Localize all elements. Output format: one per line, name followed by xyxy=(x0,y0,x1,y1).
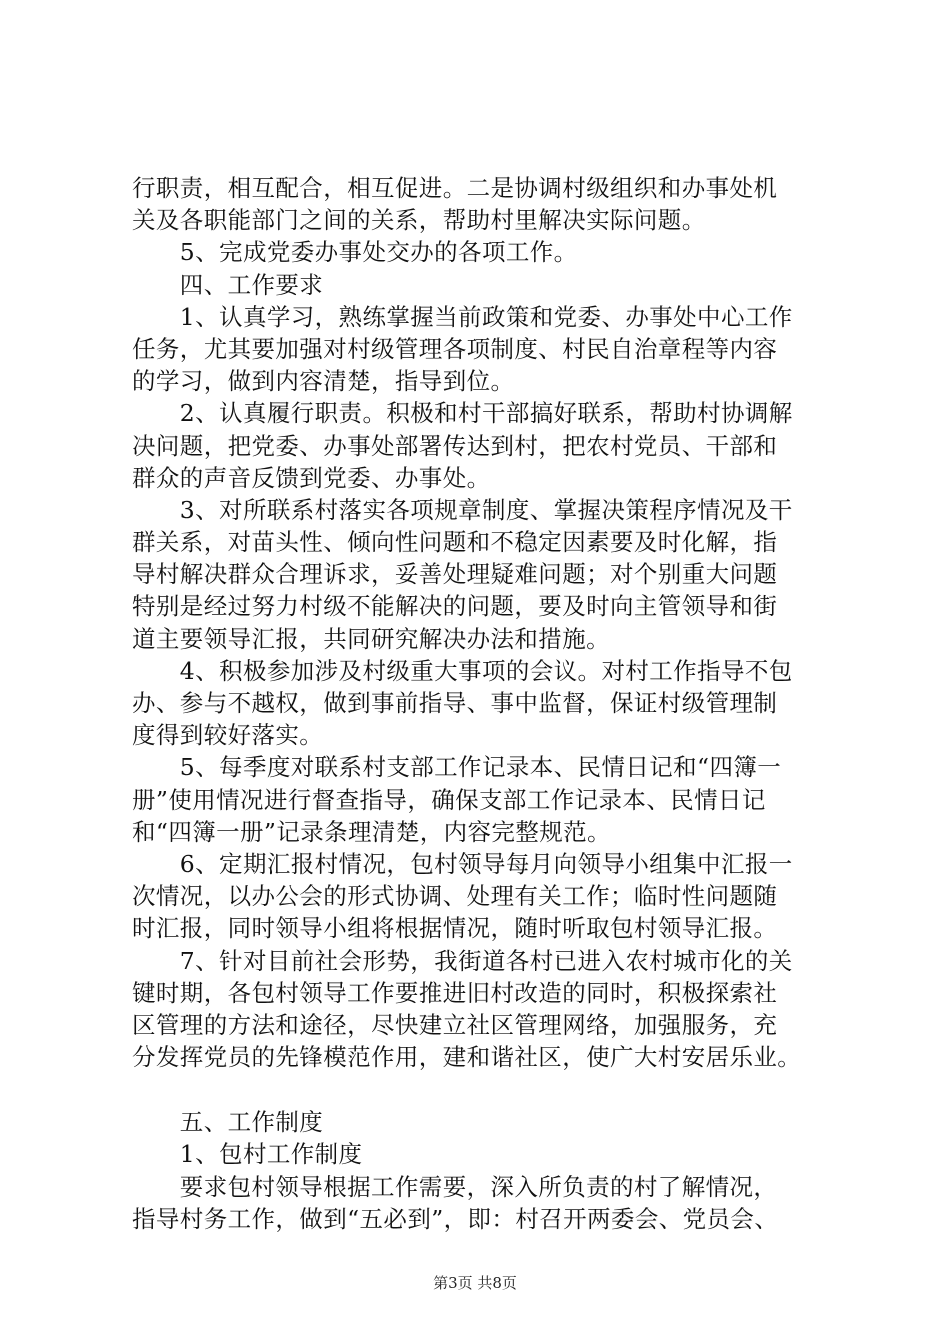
text-line: 的学习，做到内容清楚，指导到位。 xyxy=(132,367,515,396)
text-line: 册”使用情况进行督查指导，确保支部工作记录本、民情日记 xyxy=(132,785,766,814)
section-block-requirements xyxy=(132,172,872,1073)
text-line: 特别是经过努力村级不能解决的问题，要及时向主管领导和街 xyxy=(132,592,778,621)
text-line: 4、积极参加涉及村级重大事项的会议。对村工作指导不包 xyxy=(132,656,793,685)
document-body xyxy=(132,172,872,1235)
text-line: 键时期，各包村领导工作要推进旧村改造的同时，积极探索社 xyxy=(132,978,778,1007)
text-line: 3、对所联系村落实各项规章制度、掌握决策程序情况及干 xyxy=(132,495,793,524)
text-line: 度得到较好落实。 xyxy=(132,721,324,750)
text-line: 群关系，对苗头性、倾向性问题和不稳定因素要及时化解，指 xyxy=(132,528,778,557)
text-line: 导村解决群众合理诉求，妥善处理疑难问题；对个别重大问题 xyxy=(132,560,778,589)
text-line: 7、针对目前社会形势，我街道各村已进入农村城市化的关 xyxy=(132,946,793,975)
page-number-footer: 第3页 共8页 xyxy=(433,1274,517,1292)
text-line: 2、认真履行职责。积极和村干部搞好联系，帮助村协调解 xyxy=(132,399,793,428)
text-line: 分发挥党员的先锋模范作用，建和谐社区，使广大村安居乐业。 xyxy=(132,1043,802,1072)
section-heading: 四、工作要求 xyxy=(132,270,324,299)
text-line: 和“四簿一册”记录条理清楚，内容完整规范。 xyxy=(132,817,611,846)
section-block-systems xyxy=(132,1106,872,1235)
subsection-heading: 1、包村工作制度 xyxy=(132,1140,363,1169)
text-line: 行职责，相互配合，相互促进。二是协调村级组织和办事处机 xyxy=(132,174,778,202)
section-heading: 五、工作制度 xyxy=(132,1108,324,1137)
text-line: 办、参与不越权，做到事前指导、事中监督，保证村级管理制 xyxy=(132,689,778,717)
text-line: 次情况，以办公会的形式协调、处理有关工作；临时性问题随 xyxy=(132,882,778,911)
text-line: 6、定期汇报村情况，包村领导每月向领导小组集中汇报一 xyxy=(132,849,793,878)
text-line: 区管理的方法和途径，尽快建立社区管理网络，加强服务，充 xyxy=(132,1010,778,1039)
text-line: 5、每季度对联系村支部工作记录本、民情日记和“四簿一 xyxy=(132,753,782,782)
text-line: 决问题，把党委、办事处部署传达到村，把农村党员、干部和 xyxy=(132,431,778,460)
text-line: 群众的声音反馈到党委、办事处。 xyxy=(132,463,491,492)
text-line: 要求包村领导根据工作需要，深入所负责的村了解情况， xyxy=(132,1172,778,1201)
text-line: 1、认真学习，熟练掌握当前政策和党委、办事处中心工作 xyxy=(132,302,793,331)
text-line: 任务，尤其要加强对村级管理各项制度、村民自治章程等内容 xyxy=(132,334,778,363)
text-line: 指导村务工作，做到“五必到”，即：村召开两委会、党员会、 xyxy=(132,1204,779,1233)
text-line: 关及各职能部门之间的关系，帮助村里解决实际问题。 xyxy=(132,206,706,235)
text-line: 时汇报，同时领导小组将根据情况，随时听取包村领导汇报。 xyxy=(132,914,778,943)
text-line: 5、完成党委办事处交办的各项工作。 xyxy=(132,238,578,267)
text-line: 道主要领导汇报，共同研究解决办法和措施。 xyxy=(132,624,610,653)
paragraph-gap xyxy=(132,1073,872,1106)
